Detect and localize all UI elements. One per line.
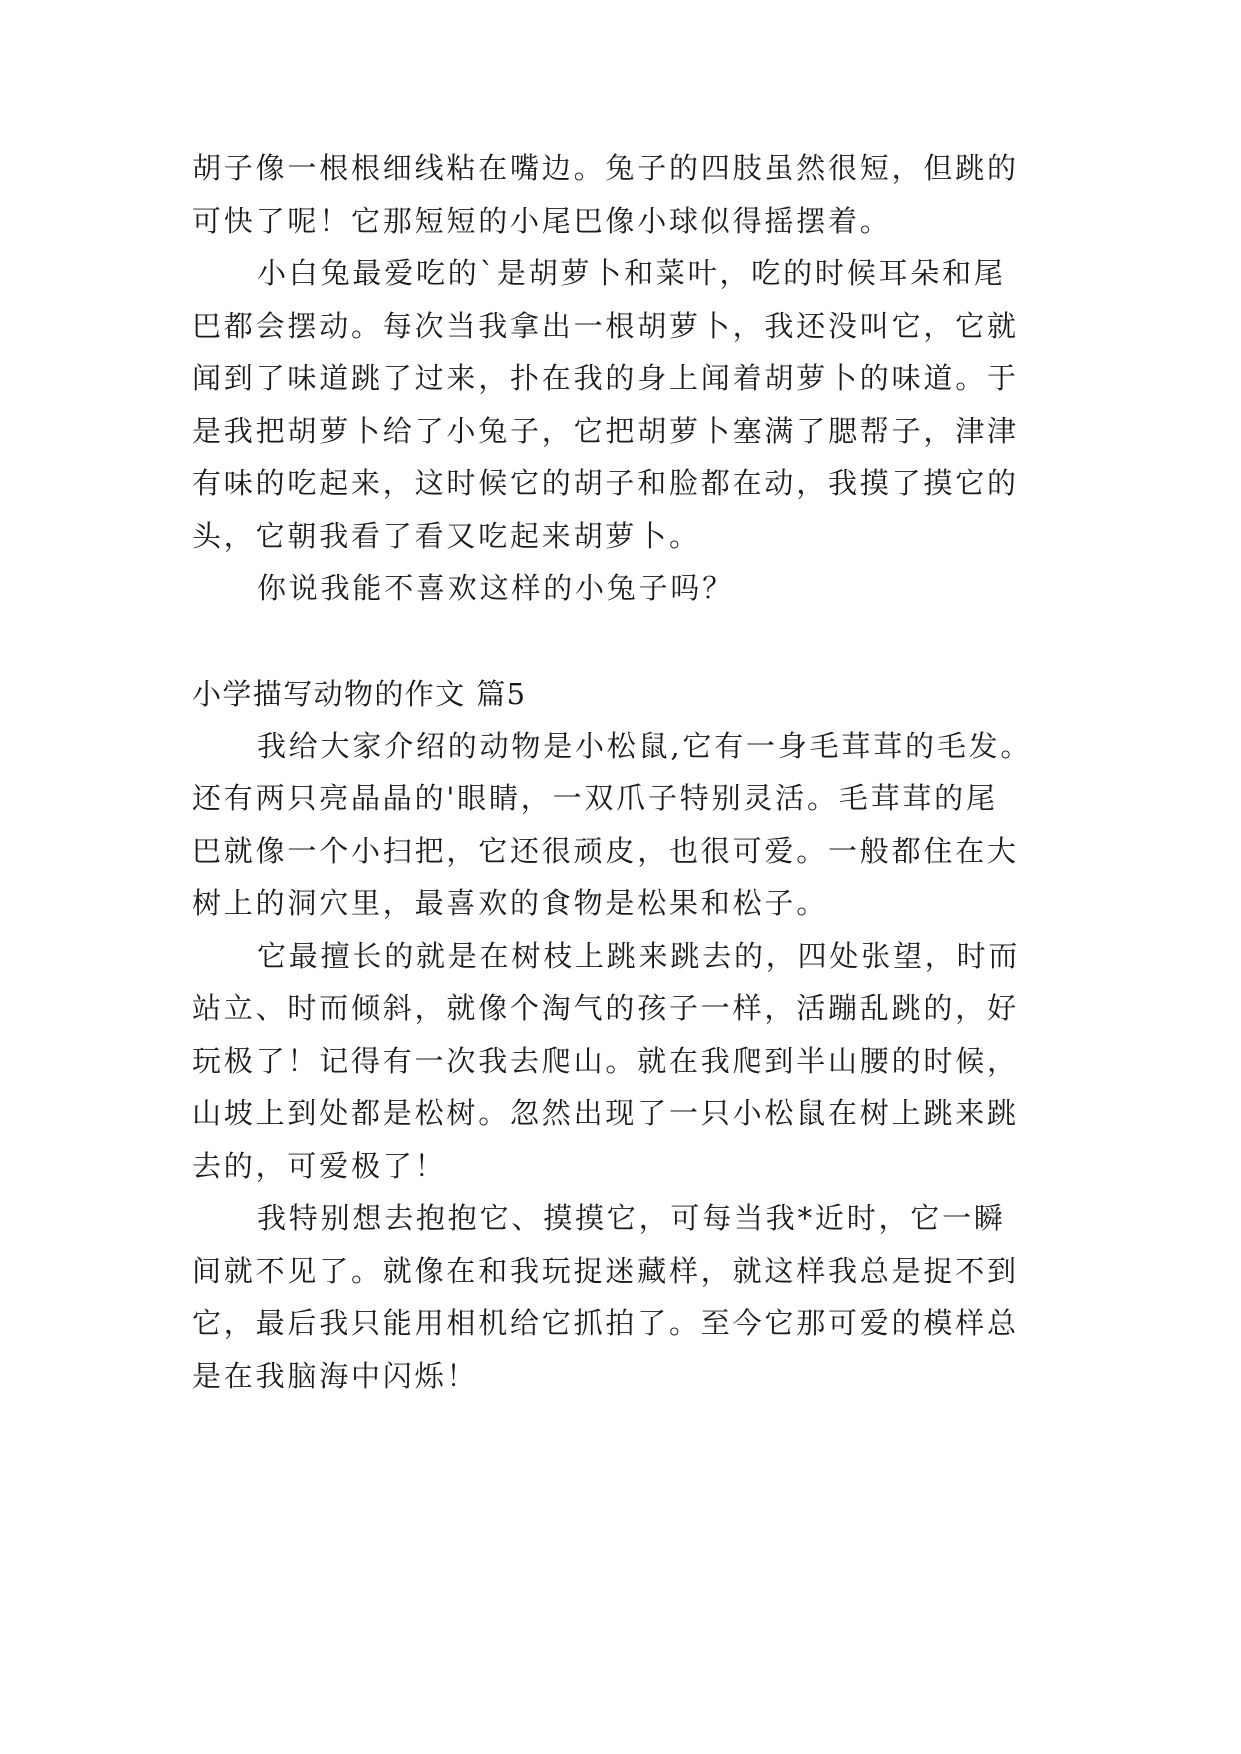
paragraph-2-line-3: 闻到了味道跳了过来，扑在我的身上闻着胡萝卜的味道。于 [192,361,1019,395]
paragraph-5-line-3: 玩极了！记得有一次我去爬山。就在我爬到半山腰的时候， [192,1044,1019,1078]
paragraph-4-line-3: 巴就像一个小扫把，它还很顽皮，也很可爱。一般都住在大 [192,834,1019,868]
section-heading: 小学描写动物的作文 篇5 [192,677,527,711]
paragraph-5-line-2: 站立、时而倾斜，就像个淘气的孩子一样，活蹦乱跳的，好 [192,991,1019,1025]
paragraph-2-line-2: 巴都会摆动。每次当我拿出一根胡萝卜，我还没叫它，它就 [192,309,1019,343]
paragraph-6-line-2: 间就不见了。就像在和我玩捉迷藏样，就这样我总是捉不到 [192,1254,1019,1288]
paragraph-1-line-1: 胡子像一根根细线粘在嘴边。兔子的四肢虽然很短，但跳的 [192,151,1019,185]
paragraph-2-line-5: 有味的吃起来，这时候它的胡子和脸都在动，我摸了摸它的 [192,466,1019,500]
paragraph-4-line-2: 还有两只亮晶晶的'眼睛，一双爪子特别灵活。毛茸茸的尾 [192,781,998,815]
paragraph-5-line-1: 它最擅长的就是在树枝上跳来跳去的，四处张望，时而 [257,939,1021,973]
paragraph-3-line-1: 你说我能不喜欢这样的小兔子吗？ [257,571,735,605]
paragraph-6-line-1: 我特别想去抱抱它、摸摸它，可每当我*近时，它一瞬 [257,1201,1006,1235]
paragraph-5-line-4: 山坡上到处都是松树。忽然出现了一只小松鼠在树上跳来跳 [192,1096,1019,1130]
paragraph-6-line-4: 是在我脑海中闪烁！ [192,1359,479,1393]
paragraph-2-line-4: 是我把胡萝卜给了小兔子，它把胡萝卜塞满了腮帮子，津津 [192,414,1019,448]
paragraph-4-line-1: 我给大家介绍的动物是小松鼠,它有一身毛茸茸的毛发。 [257,729,1033,763]
paragraph-4-line-4: 树上的洞穴里，最喜欢的食物是松果和松子。 [192,886,829,920]
paragraph-2-line-6: 头，它朝我看了看又吃起来胡萝卜。 [192,519,701,553]
paragraph-5-line-5: 去的，可爱极了！ [192,1149,447,1183]
paragraph-2-line-1: 小白兔最爱吃的`是胡萝卜和菜叶，吃的时候耳朵和尾 [257,256,1006,290]
paragraph-1-line-2: 可快了呢！它那短短的小尾巴像小球似得摇摆着。 [192,204,892,238]
paragraph-6-line-3: 它，最后我只能用相机给它抓拍了。至今它那可爱的模样总 [192,1306,1019,1340]
